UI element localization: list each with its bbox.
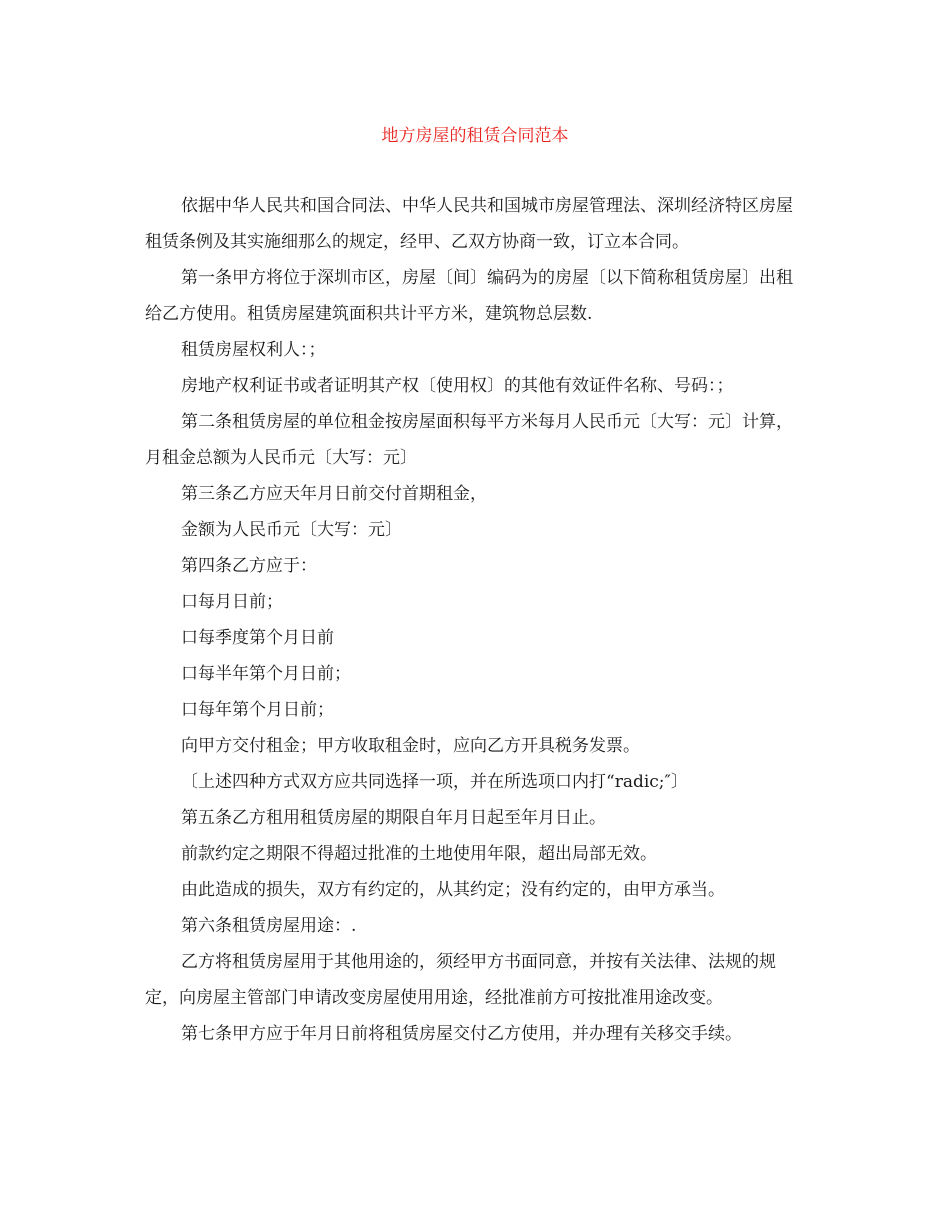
paragraph-article-5: 第五条乙方租用租赁房屋的期限自年月日起至年月日止。 [181, 808, 606, 828]
document-title: 地方房屋的租赁合同范本 [381, 126, 569, 146]
paragraph-certificate: 房地产权利证书或者证明其产权〔使用权〕的其他有效证件名称、号码：； [181, 376, 734, 396]
paragraph-rights-holder: 租赁房屋权利人：； [181, 340, 326, 360]
paragraph-article-2: 第二条租赁房屋的单位租金按房屋面积每平方米每月人民币元〔大写：元〕计算，月租金总额为人民币元〔大写：元〕 [145, 412, 793, 468]
paragraph-preamble: 依据中华人民共和国合同法、中华人民共和国城市房屋管理法、深圳经济特区房屋租赁条例及其实施细那么的规定，经甲、乙双方协商一致，订立本合同。 [145, 196, 793, 252]
paragraph-article-7: 第七条甲方应于年月日前将租赁房屋交付乙方使用，并办理有关移交手续。 [181, 1024, 742, 1044]
paragraph-selection-note: 〔上述四种方式双方应共同选择一项，并在所选项口内打“radic;″〕 [181, 772, 688, 792]
option-quarterly: 口每季度第个月日前 [181, 628, 334, 648]
option-semiannual: 口每半年第个月日前； [181, 664, 351, 684]
paragraph-loss: 由此造成的损失，双方有约定的，从其约定；没有约定的，由甲方承当。 [181, 880, 725, 900]
paragraph-amount: 金额为人民币元〔大写：元〕 [181, 520, 402, 540]
paragraph-payment: 向甲方交付租金；甲方收取租金时，应向乙方开具税务发票。 [181, 736, 640, 756]
option-annual: 口每年第个月日前； [181, 700, 334, 720]
paragraph-article-6: 第六条租赁房屋用途：. [181, 916, 357, 936]
option-monthly: 口每月日前； [181, 592, 283, 612]
document-body [145, 188, 807, 1052]
paragraph-article-1: 第一条甲方将位于深圳市区，房屋〔间〕编码为的房屋〔以下简称租赁房屋〕出租给乙方使用。租赁房屋建筑面积共计平方米，建筑物总层数. [145, 268, 793, 324]
paragraph-article-3: 第三条乙方应天年月日前交付首期租金， [181, 484, 487, 504]
paragraph-term-limit: 前款约定之期限不得超过批准的土地使用年限，超出局部无效。 [181, 844, 657, 864]
paragraph-article-4: 第四条乙方应于： [181, 556, 317, 576]
paragraph-usage-change: 乙方将租赁房屋用于其他用途的，须经甲方书面同意，并按有关法律、法规的规定，向房屋主管部门申请改变房屋使用用途，经批准前方可按批准用途改变。 [145, 952, 776, 1008]
